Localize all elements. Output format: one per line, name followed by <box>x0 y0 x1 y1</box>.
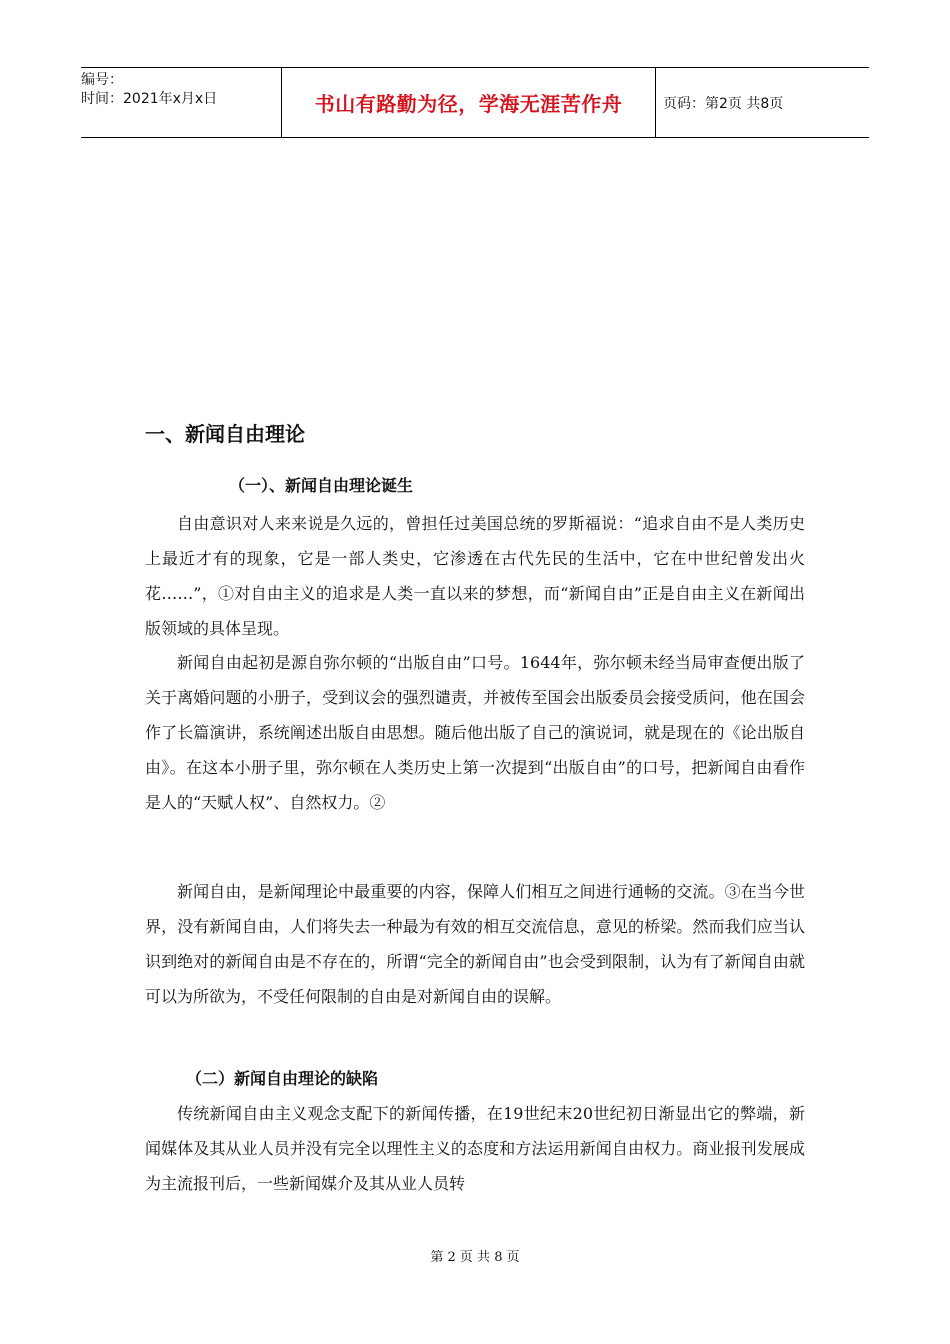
subsection-title-1: （一）、新闻自由理论诞生 <box>229 476 414 495</box>
section-title: 一、新闻自由理论 <box>145 422 305 446</box>
paragraph-4: 传统新闻自由主义观念支配下的新闻传播，在19世纪末20世纪初日渐显出它的弊端，新闻媒体及其从业人员并没有完全以理性主义的态度和方法运用新闻自由权力。商业报刊发展成为主流报刊后，一些新闻媒介及其从业人员转 <box>145 1104 805 1193</box>
header-motto: 书山有路勤为径，学海无涯苦作舟 <box>314 92 623 116</box>
header-motto-cell <box>281 68 656 137</box>
subsection-title-2: （二）新闻自由理论的缺陷 <box>186 1069 379 1088</box>
header-number-label: 编号： <box>81 72 123 88</box>
page-footer: 第 2 页 共 8 页 <box>430 1250 520 1265</box>
header-meta <box>81 68 281 137</box>
header-time-label: 时间：2021年x月x日 <box>81 91 218 107</box>
page-header <box>81 67 869 138</box>
paragraph-2: 新闻自由起初是源自弥尔顿的“出版自由”口号。1644年，弥尔顿未经当局审查便出版了关于离婚问题的小册子，受到议会的强烈谴责，并被传至国会出版委员会接受质问，他在国会作了长篇演讲，系统阐述出版自由思想。随后他出版了自己的演说词，就是现在的《论出版自由》。在这本小册子里，弥尔顿在人类历史上第一次提到“出版自由”的口号，把新闻自由看作是人的“天赋人权”、自然权力。② <box>145 653 805 812</box>
paragraph-3: 新闻自由，是新闻理论中最重要的内容，保障人们相互之间进行通畅的交流。③在当今世界，没有新闻自由，人们将失去一种最为有效的相互交流信息，意见的桥梁。然而我们应当认识到绝对的新闻自由是不存在的，所谓“完全的新闻自由”也会受到限制，认为有了新闻自由就可以为所欲为，不受任何限制的自由是对新闻自由的误解。 <box>145 882 805 1006</box>
paragraph-1: 自由意识对人来来说是久远的，曾担任过美国总统的罗斯福说：“追求自由不是人类历史上最近才有的现象，它是一部人类史，它渗透在古代先民的生活中，它在中世纪曾发出火花……”，①对自由主义的追求是人类一直以来的梦想，而“新闻自由”正是自由主义在新闻出版领域的具体呈现。 <box>145 514 805 638</box>
header-page-info: 页码：第2页 共8页 <box>663 95 784 112</box>
